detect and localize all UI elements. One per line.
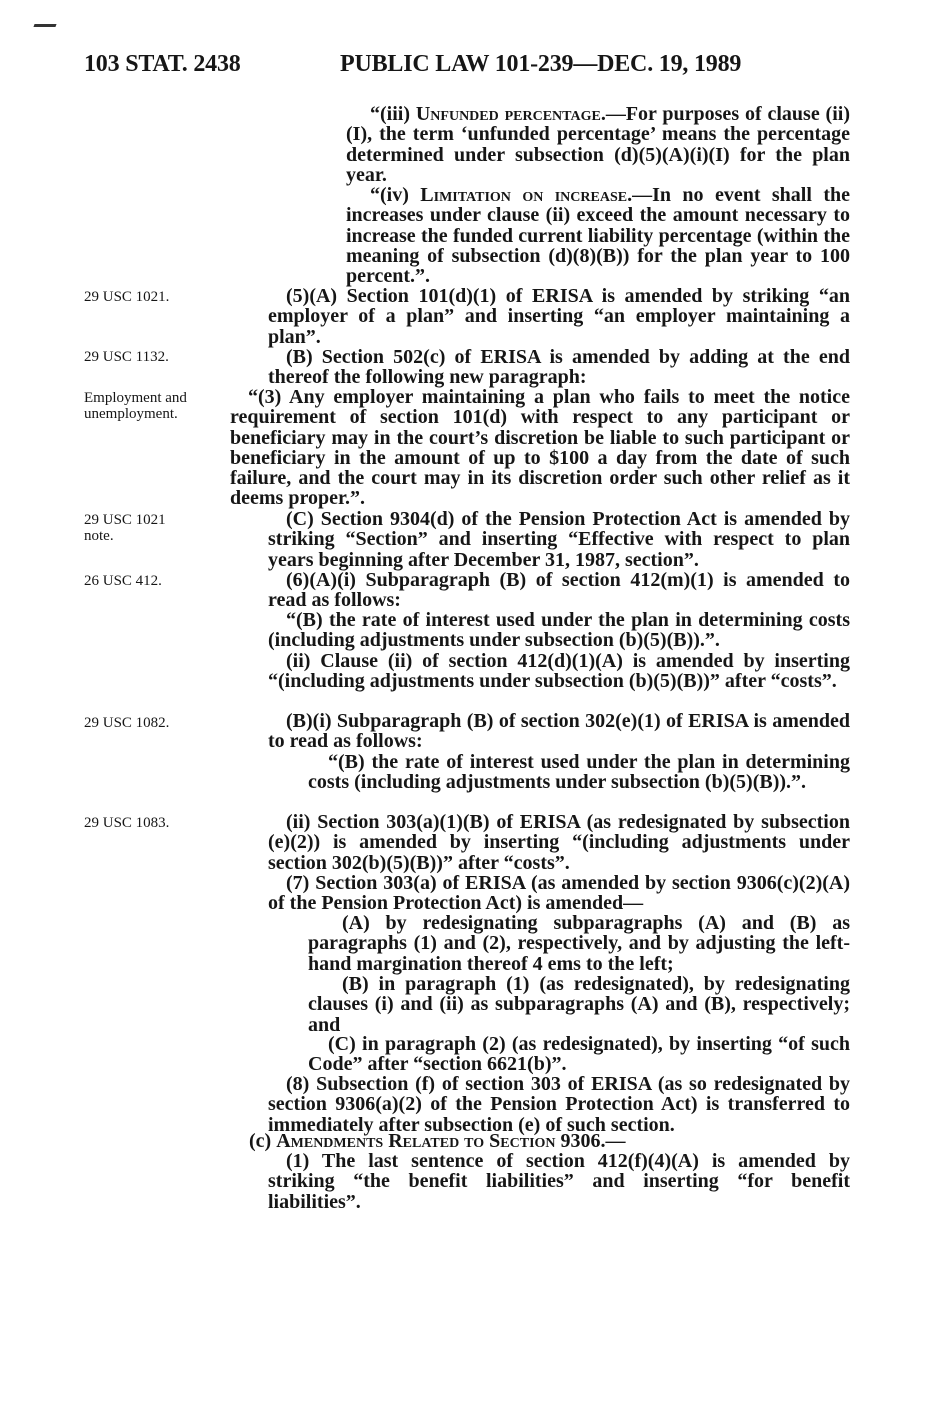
paragraph-7a: (A) by redesignating subparagraphs (A) and (B) as paragraphs (1) and (2), respectively, and by adjusting the left-hand margination thereof 4 ems to the left; xyxy=(308,912,850,975)
clause-iv-text: .—In no event shall the increases under clause (ii) exceed the amount necessary to increase the funded current liability percentage (within the meaning of subsection (d)(8)(B)) for the plan year to 100 percent.”. xyxy=(346,184,850,288)
clause-iv-heading: Limitation on increase xyxy=(420,184,628,206)
paragraph-3-quote: “(3) Any employer maintaining a plan who fails to meet the notice requirement of section 101(d) with respect to any participant or beneficiary may in the court’s discretion be liable to such participant or beneficiary in the amount of up to $100 a day from the date of such failure, and the court may in its discretion order such other relief as it deems proper.”. xyxy=(230,386,850,510)
margin-note-29usc1021-note: 29 USC 1021 note. xyxy=(84,512,166,544)
clause-iii-heading: Unfunded percentage xyxy=(415,103,601,125)
margin-note-employment: Employment and unemployment. xyxy=(84,390,187,422)
paragraph-6bi: (B)(i) Subparagraph (B) of section 302(e)(1) of ERISA is amended to read as follows: xyxy=(268,710,850,753)
margin-note-26usc412: 26 USC 412. xyxy=(84,573,162,589)
paragraph-7: (7) Section 303(a) of ERISA (as amended by section 9306(c)(2)(A) of the Pension Protection Act) is amended— xyxy=(268,872,850,915)
subsection-c-lead: (c) xyxy=(249,1130,277,1152)
clause-iii-lead: “(iii) xyxy=(370,103,416,125)
clause-iii xyxy=(346,104,850,185)
scan-mark xyxy=(33,24,56,27)
subsection-c-heading xyxy=(249,1131,849,1151)
subsection-c-title: Amendments Related to Section 9306 xyxy=(276,1130,601,1152)
paragraph-6aii: (ii) Clause (ii) of section 412(d)(1)(A) is amended by inserting “(including adjustments under subsection (b)(5)(B))” after “costs”. xyxy=(268,650,850,693)
paragraph-6bii: (ii) Section 303(a)(1)(B) of ERISA (as redesignated by subsection (e)(2)) is amended by inserting “(including adjustments under section 302(b)(5)(B))” after “costs”. xyxy=(268,811,850,874)
page-stat-number: 103 STAT. 2438 xyxy=(84,51,241,77)
clause-iii-text: .—For purposes of clause (ii)(I), the term ‘unfunded percentage’ means the percentage determined under subsection (d)(5)(A)(i)(I) for the plan year. xyxy=(346,103,850,186)
margin-note-29usc1083: 29 USC 1083. xyxy=(84,815,170,831)
subsection-c-tail: .— xyxy=(600,1130,626,1152)
clause-iv xyxy=(346,185,850,286)
paragraph-6ai: (6)(A)(i) Subparagraph (B) of section 412(m)(1) is amended to read as follows: xyxy=(268,569,850,612)
paragraph-5c: (C) Section 9304(d) of the Pension Protection Act is amended by striking “Section” and inserting “Effective with respect to plan years beginning after December 31, 1987, section”. xyxy=(268,508,850,571)
paragraph-6ai-quote: “(B) the rate of interest used under the plan in determining costs (including adjustments under subsection (b)(5)(B)).”. xyxy=(268,609,850,652)
margin-note-29usc1082: 29 USC 1082. xyxy=(84,715,170,731)
paragraph-5b: (B) Section 502(c) of ERISA is amended by adding at the end thereof the following new paragraph: xyxy=(268,346,850,389)
public-law-heading: PUBLIC LAW 101-239—DEC. 19, 1989 xyxy=(340,51,742,77)
margin-note-29usc1132: 29 USC 1132. xyxy=(84,349,169,365)
paragraph-7c: (C) in paragraph (2) (as redesignated), by inserting “of such Code” after “section 6621(b)”. xyxy=(308,1033,850,1076)
paragraph-7b: (B) in paragraph (1) (as redesignated), by redesignating clauses (i) and (ii) as subparagraphs (A) and (B), respectively; and xyxy=(308,973,850,1036)
margin-note-29usc1021: 29 USC 1021. xyxy=(84,289,170,305)
paragraph-5a: (5)(A) Section 101(d)(1) of ERISA is amended by striking “an employer of a plan” and inserting “an employer maintaining a plan”. xyxy=(268,285,850,348)
paragraph-c1: (1) The last sentence of section 412(f)(4)(A) is amended by striking “the benefit liabilities” and inserting “for benefit liabilities”. xyxy=(268,1150,850,1213)
paragraph-8: (8) Subsection (f) of section 303 of ERISA (as so redesignated by section 9306(a)(2) of the Pension Protection Act) is transferred to immediately after subsection (e) of such section. xyxy=(268,1073,850,1136)
paragraph-6bi-quote: “(B) the rate of interest used under the plan in determining costs (including adjustments under subsection (b)(5)(B)).”. xyxy=(308,751,850,794)
clause-iv-lead: “(iv) xyxy=(370,184,421,206)
